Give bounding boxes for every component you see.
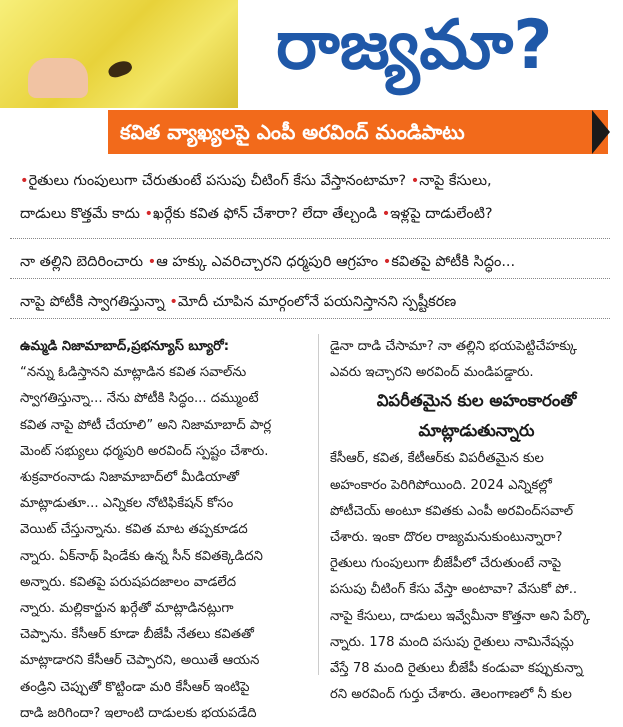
- headline: రాజ్యమా?: [276, 6, 553, 85]
- bullet-dot: •: [147, 254, 157, 270]
- article-line: మెంట్ సభ్యులు ధర్మపురి అరవింద్ స్పష్టం చేశారు.: [20, 443, 269, 459]
- article-line: స్వాగతిస్తున్నా... నేను పోటీకి సిద్ధం... దమ్ముంటే: [20, 391, 259, 407]
- column-divider: [318, 334, 319, 675]
- dateline: ఉమ్మడి నిజామాబాద్,ప్రభన్యూస్ బ్యూరో:: [20, 339, 230, 354]
- dotted-divider: [10, 238, 610, 239]
- hand-shape: [28, 58, 88, 98]
- photo-kavitha: [0, 0, 238, 108]
- subheading-line-2: మాట్లాడుతున్నారు: [418, 421, 535, 441]
- banner-arrow-icon: [592, 110, 610, 154]
- article-line: తండ్రిని చెప్పుతో కొట్టిండా మరి కేసీఆర్ ఇంటిపై: [20, 679, 250, 695]
- article-line: నాపై కేసులు, దాడులు ఇవ్వేమీనా కొత్తనా అని పేర్కొ: [330, 608, 590, 624]
- bullet-line-2: [0, 199, 623, 235]
- article-line: న్నారు. 178 మంది పసుపు రైతులు నామినేషన్లు: [330, 634, 574, 650]
- bullet-text: రైతులు గుంపులుగా చేరుతుంటే పసుపు చీటింగ్ కేసు వేస్తానంటామా?: [28, 173, 411, 189]
- article-column-left: [20, 334, 310, 721]
- bullet-text: నా తల్లిని బెదిరించారు: [20, 254, 148, 270]
- bullet-line-1: [0, 166, 623, 202]
- article-line: వేస్తే 78 మంది రైతులు బీజేపీ కండువా కప్పుకున్నా: [330, 661, 583, 677]
- bullet-dot: •: [144, 206, 154, 222]
- bullet-text: ఇళ్లపై దాడులేంటి?: [390, 206, 493, 222]
- bullet-text: నాపై పోటీకి స్వాగతిస్తున్నా: [20, 294, 170, 310]
- article-line: రైతులు గుంపులుగా బీజేపీలో చేరుతుంటే నాపై: [330, 556, 562, 572]
- dotted-divider: [10, 278, 610, 279]
- article-line: పోటీచెయ్ అంటూ కవితకు ఎంపీ అరవింద్‌సవాల్: [330, 503, 574, 519]
- article-line: శుక్రవారంనాడు నిజామాబాద్‌లో మీడియాతో: [20, 470, 240, 486]
- subheading-line-1: విపరీతమైన కుల అహంకారంతో: [376, 391, 577, 411]
- bullet-text: నాపై కేసులు,: [419, 173, 492, 189]
- article-line: వెయిట్ చేస్తున్నాను. కవిత మాట తప్పకూడద: [20, 522, 248, 538]
- bullet-text: కవితపై పోటీకి సిద్ధం...: [391, 254, 516, 270]
- bullet-text: దాడులు కొత్తమే కాదు: [20, 206, 145, 222]
- article-line: అహంకారం పెరిగిపోయింది. 2024 ఎన్నికల్లో: [330, 477, 552, 493]
- article-line: కవిత నాపై పోటీ చేయాలి” అని నిజామాబాద్ పార్ల: [20, 417, 272, 433]
- bullet-dot: •: [169, 294, 178, 310]
- article-line: చెప్పాను. కేసీఆర్ కూడా బీజేపీ నేతలు కవితతో: [20, 627, 254, 643]
- banner-subheadline: కవిత వ్యాఖ్యలపై ఎంపీ అరవింద్ మండిపాటు: [108, 110, 608, 154]
- article-line: న్నారు. మల్లికార్జున ఖర్గేతో మాట్లాడినట్లుగా: [20, 601, 234, 617]
- bullet-text: ఖర్గేకు కవిత ఫోన్ చేశారా? లేదా తేల్చండి: [153, 206, 382, 222]
- article-line: కేసీఆర్, కవిత, కేటీఆర్‌కు విపరీతమైన కుల: [330, 451, 544, 467]
- article-line: ఎవరు ఇచ్చారని అరవింద్ మండిపడ్డారు.: [330, 365, 534, 381]
- article-column-right: [330, 334, 623, 703]
- bullet-dot: •: [382, 254, 392, 270]
- article-line: అన్నారు. కవితపై పరుషపదజాలం వాడలేద: [20, 574, 237, 590]
- article-line: మాట్లాడుతూ... ఎన్నికల నోటిఫికేషన్ కోసం: [20, 496, 234, 512]
- bullet-text: ఆ హక్కు ఎవరిచ్చారని ధర్మపురి ఆగ్రహం: [156, 254, 383, 270]
- highlight-bullets: [0, 166, 623, 316]
- bullet-dot: •: [20, 173, 29, 189]
- article-line: రని అరవింద్ గుర్తు చేశారు. తెలంగాణలో నీ కుల: [330, 687, 572, 703]
- article-line: చేశారు. ఇంకా దొరల రాజ్యమనుకుంటున్నారా?: [330, 530, 563, 546]
- dotted-divider: [10, 318, 610, 319]
- bullet-dot: •: [381, 206, 391, 222]
- bullet-text: మోదీ చూపిన మార్గంలోనే పయనిస్తానని స్పష్టీకరణ: [177, 294, 457, 310]
- article-line: మాట్లాడారని కేసీఆర్ చెప్పారని, అయితే ఆయన: [20, 653, 260, 669]
- article-line: పసుపు చీటింగ్ కేసు వేస్తా అంటావా? వేసుకో పో..: [330, 582, 578, 598]
- article-line: దాడి జరిగిందా? ఇలాంటి దాడులకు భయపడేది: [20, 705, 257, 721]
- article-line: “నన్ను ఓడిస్తానని మాట్లాడిన కవిత సవాల్‌ను: [20, 365, 247, 381]
- pin-emblem: [106, 58, 133, 79]
- bullet-dot: •: [410, 173, 420, 189]
- article-line: న్నారు. ఏక్‌నాథ్ షిండేకు ఉన్న సీన్ కవితక్కెడిదని: [20, 548, 263, 564]
- article-line: డైనా దాడి చేసామా? నా తల్లిని భయపెట్టిచేహక్కు: [330, 339, 577, 354]
